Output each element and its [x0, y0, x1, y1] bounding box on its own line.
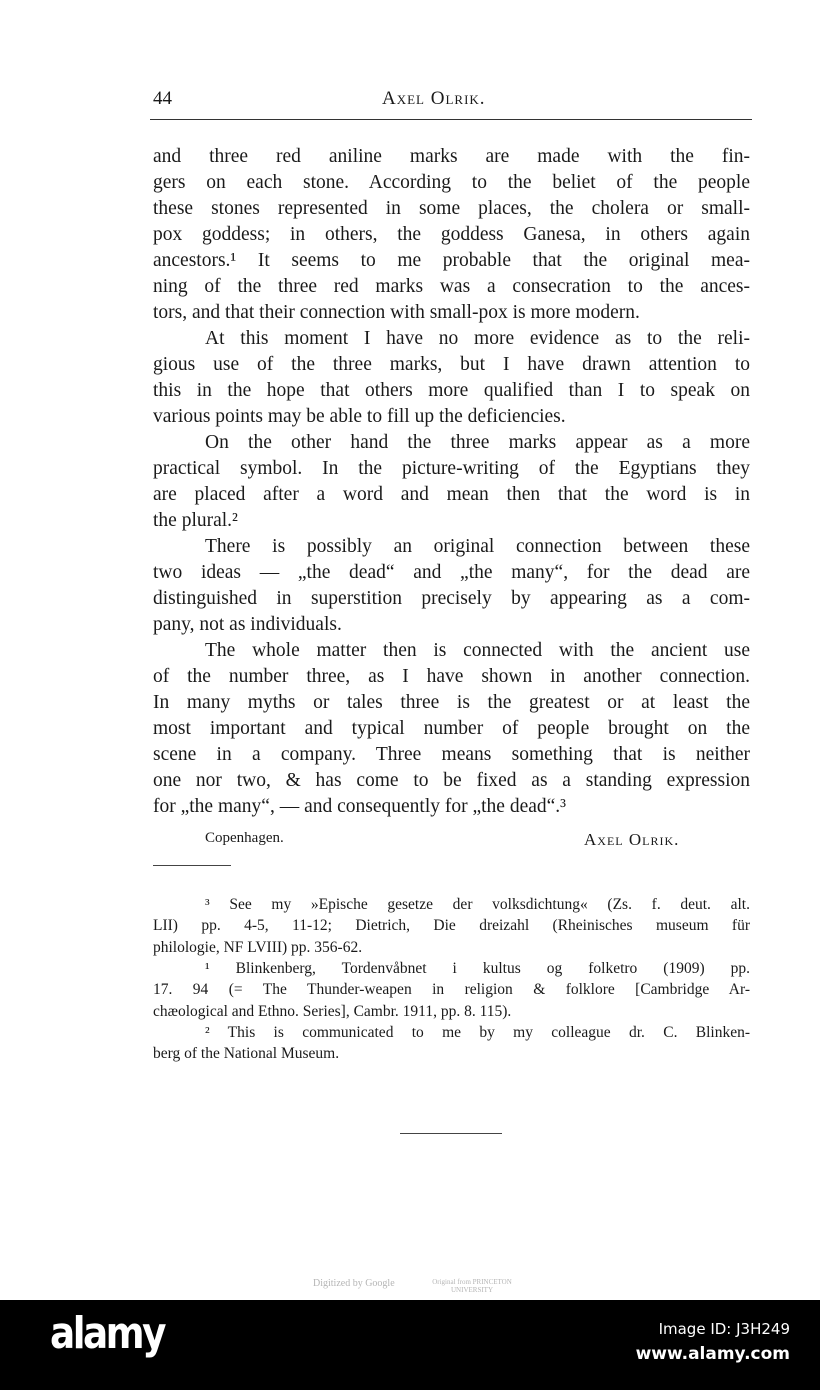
- end-rule: [400, 1133, 502, 1134]
- footnote-line: ² This is communicated to me by my colleague dr. C. Blinken-: [205, 1023, 750, 1041]
- running-title: Axel Olrik.: [382, 88, 486, 109]
- signature-author: Axel Olrik.: [584, 830, 680, 849]
- watermark-url: www.alamy.com: [635, 1344, 790, 1364]
- text-line: pox goddess; in others, the goddess Ganesa, in others again: [153, 224, 750, 245]
- text-line: various points may be able to fill up the deficiencies.: [153, 406, 566, 427]
- footnote-line: ³ See my »Epische gesetze der volksdichtung« (Zs. f. deut. alt.: [205, 896, 750, 913]
- image-id: Image ID: J3H249: [658, 1320, 790, 1338]
- footnote-line: LII) pp. 4-5, 11-12; Dietrich, Die dreizahl (Rheinisches museum für: [153, 917, 750, 935]
- text-line: are placed after a word and mean then that the word is in: [153, 484, 750, 505]
- text-line: for „the many“, — and consequently for „the dead“.³: [153, 796, 567, 817]
- text-line: these stones represented in some places, the cholera or small-: [153, 198, 750, 219]
- text-line: two ideas — „the dead“ and „the many“, for the dead are: [153, 562, 750, 583]
- text-line: gers on each stone. According to the beliet of the people: [153, 172, 750, 193]
- footnote-rule: [153, 865, 231, 866]
- text-line: At this moment I have no more evidence as to the reli-: [205, 328, 750, 349]
- text-line: On the other hand the three marks appear as a more: [205, 432, 750, 453]
- text-line: There is possibly an original connection between these: [205, 536, 750, 557]
- footnote-line: ¹ Blinkenberg, Tordenvåbnet i kultus og folketro (1909) pp.: [205, 959, 750, 977]
- original-from: Original from PRINCETON UNIVERSITY: [432, 1278, 512, 1294]
- text-line: this in the hope that others more qualified than I to speak on: [153, 380, 750, 401]
- footnote-line: chæological and Ethno. Series], Cambr. 1911, pp. 8. 115).: [153, 1002, 512, 1020]
- text-line: ning of the three red marks was a consecration to the ances-: [153, 276, 750, 297]
- text-line: ancestors.¹ It seems to me probable that the original mea-: [153, 250, 750, 271]
- footnote-line: berg of the National Museum.: [153, 1045, 340, 1063]
- page-number: 44: [153, 88, 172, 109]
- footnote-line: 17. 94 (= The Thunder-weapen in religion & folklore [Cambridge Ar-: [153, 981, 750, 999]
- header-rule: [150, 119, 752, 120]
- digitized-by-google: Digitized by Google: [313, 1278, 395, 1289]
- alamy-logo: alamy: [50, 1308, 164, 1359]
- footnote-line: philologie, NF LVIII) pp. 356-62.: [153, 938, 363, 956]
- text-line: one nor two, & has come to be fixed as a standing expression: [153, 770, 750, 791]
- text-line: distinguished in superstition precisely by appearing as a com-: [153, 588, 750, 609]
- text-line: practical symbol. In the picture-writing of the Egyptians they: [153, 458, 750, 479]
- text-line: gious use of the three marks, but I have drawn attention to: [153, 354, 750, 375]
- text-line: of the number three, as I have shown in another connection.: [153, 666, 750, 687]
- text-line: most important and typical number of people brought on the: [153, 718, 750, 739]
- text-line: and three red aniline marks are made with the fin-: [153, 146, 750, 167]
- text-line: pany, not as individuals.: [153, 614, 342, 635]
- text-line: In many myths or tales three is the greatest or at least the: [153, 692, 750, 713]
- text-line: The whole matter then is connected with the ancient use: [205, 640, 750, 661]
- text-line: tors, and that their connection with small-pox is more modern.: [153, 302, 640, 323]
- signature-place: Copenhagen.: [205, 830, 284, 846]
- text-line: scene in a company. Three means something that is neither: [153, 744, 750, 765]
- text-line: the plural.²: [153, 510, 238, 531]
